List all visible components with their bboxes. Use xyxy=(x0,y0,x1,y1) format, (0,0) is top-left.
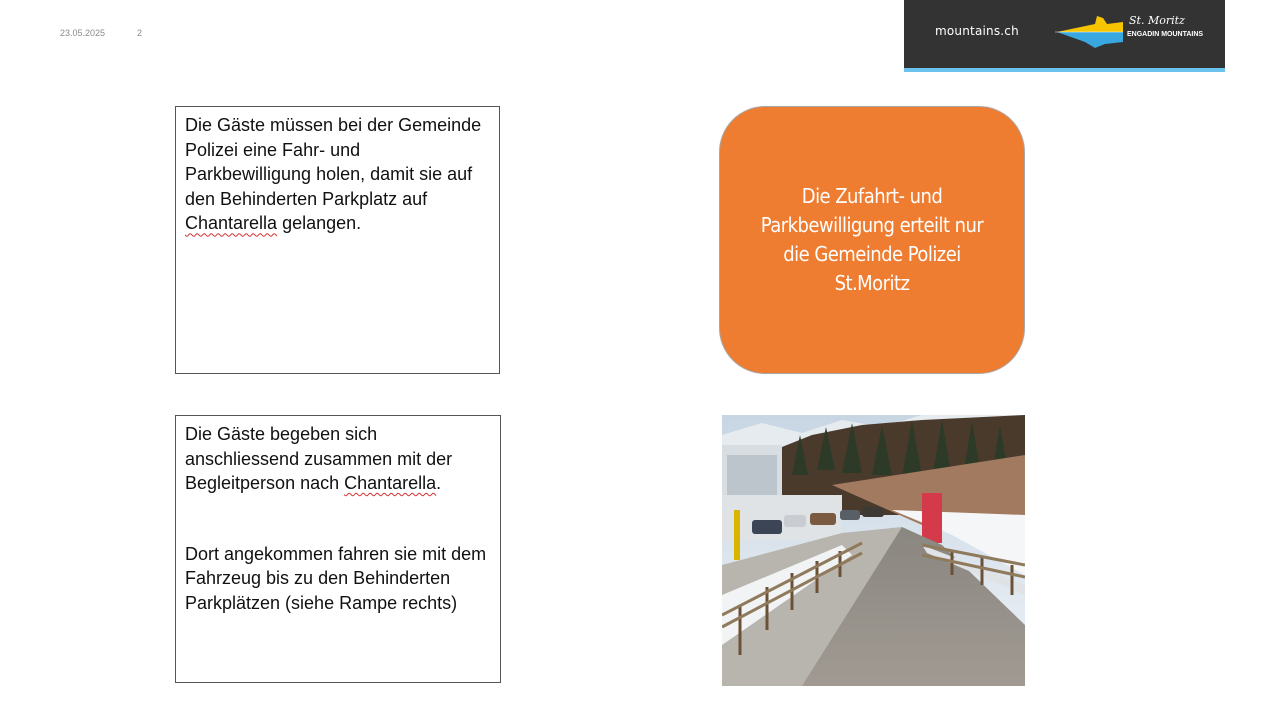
box1-text-end: gelangen. xyxy=(277,213,362,234)
box1-text: Die Gäste müssen bei der Gemeinde Polizei eine Fahr- und Parkbewilligung holen, damit sie auf den Behinderten Parkplatz auf xyxy=(185,115,482,209)
slide-date: 23.05.2025 xyxy=(60,28,106,38)
instruction-textbox-2[interactable] xyxy=(175,415,501,683)
brand-signature: St. Moritz xyxy=(1129,14,1185,27)
box2-text-end: . xyxy=(436,473,442,494)
slide-page-number: 2 xyxy=(137,28,143,38)
callout-text: Die Zufahrt- und Parkbewilligung erteilt nur die Gemeinde Polizei St.Moritz xyxy=(760,184,984,295)
box2-paragraph-1 xyxy=(185,422,491,496)
paragraph-gap xyxy=(185,496,491,542)
box2-paragraph-2: Dort angekommen fahren sie mit dem Fahrzeug bis zu den Behinderten Parkplätzen (siehe Rampe rechts) xyxy=(185,543,487,613)
brand-name: ENGADIN MOUNTAINS xyxy=(1127,31,1204,38)
instruction-textbox-1[interactable] xyxy=(175,106,500,374)
box1-highlight: Chantarella xyxy=(185,213,278,234)
photo-illustration xyxy=(722,415,1025,686)
permit-callout-shape[interactable] xyxy=(719,106,1025,374)
engadin-mountains-logo-icon xyxy=(1055,14,1125,48)
brand-header-stripe xyxy=(904,68,1225,72)
road-ramp-photo[interactable] xyxy=(722,415,1025,686)
brand-site-link[interactable]: mountains.ch xyxy=(935,24,1019,38)
box2-highlight: Chantarella xyxy=(344,473,437,494)
box2-text: Die Gäste begeben sich anschliessend zusammen mit der Begleitperson nach xyxy=(185,424,453,494)
